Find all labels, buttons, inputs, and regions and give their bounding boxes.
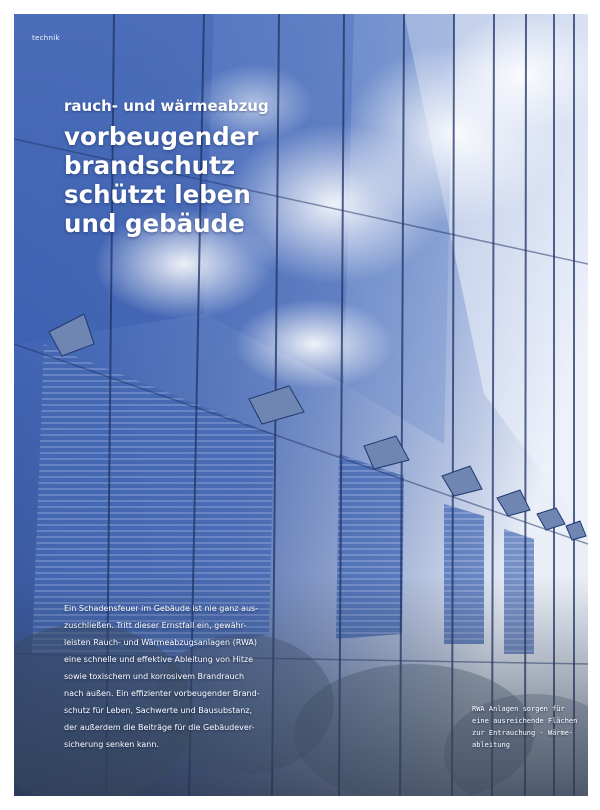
article-kicker: rauch- und wärmeabzug bbox=[64, 97, 269, 115]
body-line: schutz für Leben, Sachwerte und Bausubstanz, bbox=[64, 706, 253, 715]
body-line: Ein Schadensfeuer im Gebäude ist nie ganz aus- bbox=[64, 604, 259, 613]
body-line: zuschließen. Tritt dieser Ernstfall ein, gewähr- bbox=[64, 621, 247, 630]
headline-line: brandschutz bbox=[64, 151, 236, 180]
headline-line: schützt leben bbox=[64, 180, 251, 209]
caption-line: ableitung bbox=[472, 741, 510, 749]
photo-caption bbox=[472, 703, 588, 751]
body-line: der außerdem die Beiträge für die Gebäudever- bbox=[64, 723, 255, 732]
section-tag: technik bbox=[32, 34, 60, 42]
body-line: nach außen. Ein effizienter vorbeugender Brand- bbox=[64, 689, 260, 698]
caption-line: RWA Anlagen sorgen für bbox=[472, 705, 565, 713]
glass-facade-photo bbox=[14, 14, 588, 796]
caption-line: eine ausreichende Flächen bbox=[472, 717, 578, 725]
body-line: leisten Rauch- und Wärmeabzugsanlagen (RWA) bbox=[64, 638, 258, 647]
headline-line: vorbeugender bbox=[64, 122, 259, 151]
headline-line: und gebäude bbox=[64, 209, 245, 238]
article-body bbox=[64, 600, 276, 753]
body-line: sicherung senken kann. bbox=[64, 740, 159, 749]
caption-line: zur Entrauchung - Wärme- bbox=[472, 729, 574, 737]
body-line: sowie toxischem und korrosivem Brandrauch bbox=[64, 672, 245, 681]
body-line: eine schnelle und effektive Ableitung von Hitze bbox=[64, 655, 254, 664]
article-headline bbox=[64, 122, 384, 238]
